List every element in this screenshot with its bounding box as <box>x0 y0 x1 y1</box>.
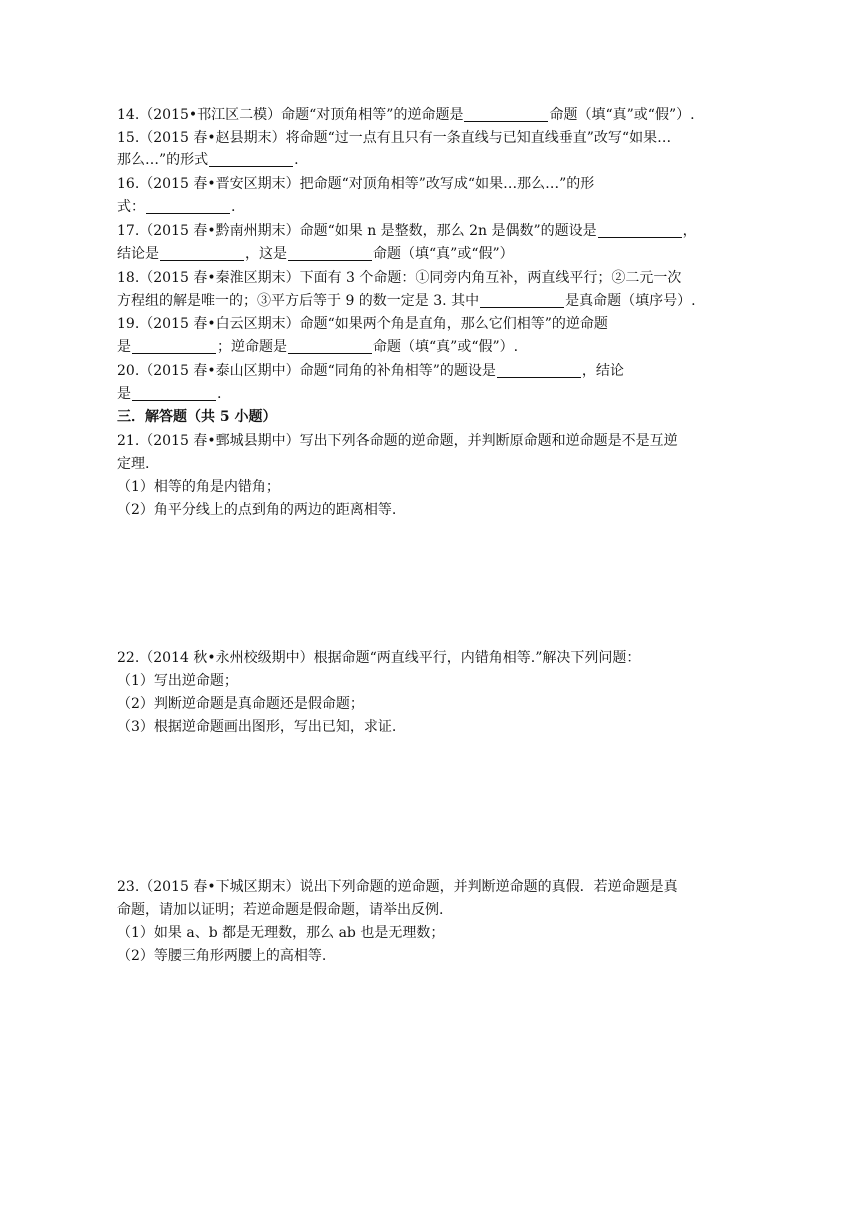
question-23-line1: 23.（2015 春•下城区期末）说出下列命题的逆命题，并判断逆命题的真假．若逆命题是真 <box>117 879 678 895</box>
q19-suffix: 命题（填“真”或“假”）. <box>373 339 519 355</box>
q15-suffix: . <box>294 152 299 168</box>
q17-text-3: ，这是 <box>245 246 287 262</box>
q20-text-2: ，结论 <box>581 363 624 379</box>
q17-truth-blank[interactable] <box>288 245 372 261</box>
q14-suffix: 命题（填“真”或“假”）. <box>549 107 695 123</box>
q22-item-3: （3）根据逆命题画出图形，写出已知，求证. <box>117 719 397 735</box>
section-heading: 三．解答题（共 5 小题） <box>117 409 277 425</box>
q20-text: 20.（2015 春•泰山区期中）命题“同角的补角相等”的题设是 <box>117 363 496 379</box>
question-20-line1 <box>117 360 624 382</box>
q19-text: 19.（2015 春•白云区期末）命题“如果两个角是直角，那么它们相等”的逆命题 <box>117 316 608 332</box>
question-17-line1 <box>117 220 697 242</box>
q16-text: 16.（2015 春•晋安区期末）把命题“对顶角相等”改写成“如果…那么…”的形 <box>117 176 595 192</box>
q19-text-3: ；逆命题是 <box>217 339 287 355</box>
q22-item-2: （2）判断逆命题是真命题还是假命题； <box>117 696 364 712</box>
q16-text-2: 式： <box>117 199 145 215</box>
q21-item-1: （1）相等的角是内错角； <box>117 479 280 495</box>
q20-text-3: 是 <box>117 386 131 402</box>
question-18-line1 <box>117 267 681 289</box>
question-14 <box>117 104 695 126</box>
q14-text: 14.（2015•邗江区二模）命题“对顶角相等”的逆命题是 <box>117 107 464 123</box>
question-23-line2: 命题，请加以证明；若逆命题是假命题，请举出反例. <box>117 902 444 918</box>
question-21-line2: 定理. <box>117 456 150 472</box>
q17-conclusion-blank[interactable] <box>160 245 244 261</box>
q21-item-2: （2）角平分线上的点到角的两边的距离相等. <box>117 502 397 518</box>
question-19-line2 <box>117 336 518 358</box>
q14-answer-blank[interactable] <box>464 106 548 122</box>
q23-item-1: （1）如果 a、b 都是无理数，那么 ab 也是无理数； <box>117 925 445 941</box>
q17-comma: ， <box>682 223 697 239</box>
q18-text-2: 方程组的解是唯一的；③平方后等于 9 的数一定是 3. 其中 <box>117 293 480 309</box>
question-16-line2 <box>117 196 235 218</box>
q20-suffix: . <box>217 386 222 402</box>
q15-text: 15.（2015 春•赵县期末）将命题“过一点有且只有一条直线与已知直线垂直”改写“如果… <box>117 130 672 146</box>
question-20-line2 <box>117 383 221 405</box>
q16-suffix: . <box>231 199 236 215</box>
question-17-line2 <box>117 243 514 265</box>
q17-text-2: 结论是 <box>117 246 159 262</box>
q15-text-2: 那么…”的形式 <box>117 152 209 168</box>
q18-text: 18.（2015 春•秦淮区期末）下面有 3 个命题：①同旁内角互补，两直线平行；②二元一次 <box>117 270 682 286</box>
q17-suffix: 命题（填“真”或“假”） <box>373 246 514 262</box>
question-18-line2 <box>117 290 696 312</box>
q19-text-2: 是 <box>117 339 131 355</box>
question-19-line1 <box>117 313 608 335</box>
q19-converse-blank[interactable] <box>132 338 216 354</box>
question-15-line1 <box>117 127 671 149</box>
q17-premise-blank[interactable] <box>598 222 682 238</box>
q19-truth-blank[interactable] <box>288 338 372 354</box>
q20-conclusion-blank[interactable] <box>132 385 216 401</box>
q17-text: 17.（2015 春•黔南州期末）命题“如果 n 是整数，那么 2n 是偶数”的题设是 <box>117 223 597 239</box>
question-21-line1: 21.（2015 春•鄄城县期中）写出下列各命题的逆命题，并判断原命题和逆命题是不是互逆 <box>117 433 678 449</box>
question-16-line1 <box>117 173 594 195</box>
q18-answer-blank[interactable] <box>480 292 564 308</box>
q22-item-1: （1）写出逆命题； <box>117 673 238 689</box>
q18-suffix: 是真命题（填序号）. <box>565 293 696 309</box>
q20-premise-blank[interactable] <box>497 362 581 378</box>
question-22-line1: 22.（2014 秋•永州校级期中）根据命题“两直线平行，内错角相等.”解决下列问题： <box>117 650 641 666</box>
q15-answer-blank[interactable] <box>209 151 293 167</box>
q16-answer-blank[interactable] <box>146 198 230 214</box>
q23-item-2: （2）等腰三角形两腰上的高相等. <box>117 948 327 964</box>
question-15-line2 <box>117 149 299 171</box>
